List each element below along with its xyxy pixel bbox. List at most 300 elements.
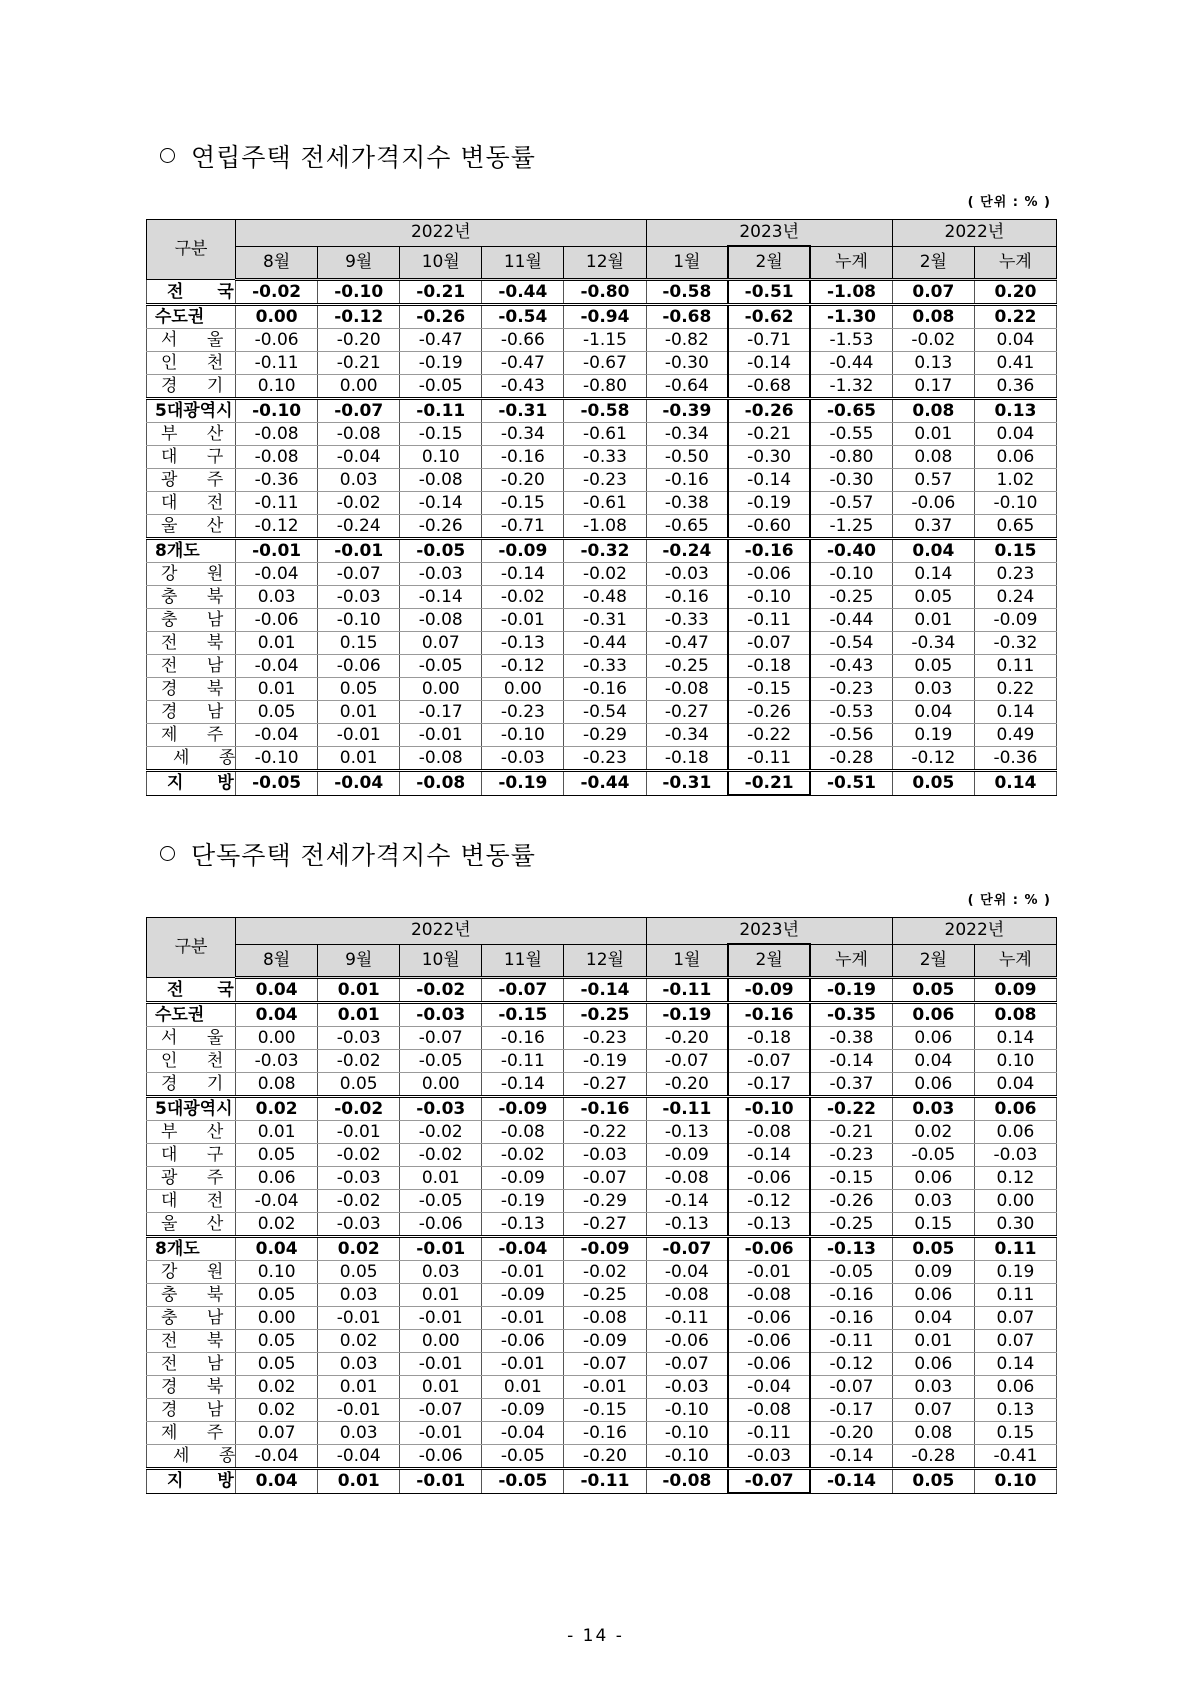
table-cell: -0.05: [400, 655, 482, 678]
table-cell: 0.05: [892, 655, 974, 678]
table-cell: -0.11: [646, 978, 728, 1003]
table-cell: -0.01: [318, 539, 400, 563]
table-cell: 0.65: [974, 515, 1056, 539]
table-cell: -0.34: [646, 423, 728, 446]
row-label: 대 전: [147, 492, 236, 515]
table-cell: -0.14: [728, 1144, 810, 1167]
header-gubun: 구분: [147, 918, 236, 978]
table-cell: -0.01: [318, 724, 400, 747]
table-cell: -0.44: [810, 352, 892, 375]
table-cell: -0.07: [728, 1050, 810, 1073]
table-cell: 0.05: [892, 586, 974, 609]
table-cell: -0.13: [646, 1121, 728, 1144]
table-cell: -0.03: [974, 1144, 1056, 1167]
table-cell: 0.15: [974, 1422, 1056, 1445]
header-month: 누계: [974, 246, 1056, 280]
table-cell: -0.04: [728, 1376, 810, 1399]
table-cell: -0.26: [728, 399, 810, 423]
table-cell: -0.36: [974, 747, 1056, 771]
table-cell: -0.38: [646, 492, 728, 515]
table-row: [147, 1237, 1057, 1261]
table-cell: -0.16: [728, 539, 810, 563]
table-cell: 0.11: [974, 655, 1056, 678]
table-cell: 0.01: [892, 423, 974, 446]
table-cell: 0.04: [236, 978, 318, 1003]
table-cell: -0.31: [564, 609, 646, 632]
table-row: [147, 1190, 1057, 1213]
table-cell: -0.12: [318, 305, 400, 329]
table-cell: -0.07: [482, 978, 564, 1003]
table-cell: -0.01: [236, 539, 318, 563]
table-cell: -0.06: [400, 1445, 482, 1469]
header-month: 10월: [400, 246, 482, 280]
table-cell: -0.24: [646, 539, 728, 563]
table-cell: -0.26: [728, 701, 810, 724]
table-cell: 0.03: [892, 1376, 974, 1399]
table-cell: -0.58: [564, 399, 646, 423]
table-cell: 0.13: [892, 352, 974, 375]
table-cell: 0.06: [892, 1027, 974, 1050]
table-cell: -0.23: [564, 747, 646, 771]
table-row: [147, 1469, 1057, 1494]
table-cell: -0.07: [810, 1376, 892, 1399]
circle-bullet-icon: [160, 148, 175, 163]
table-cell: -0.25: [810, 586, 892, 609]
table-cell: -0.07: [318, 399, 400, 423]
table-cell: -0.09: [482, 539, 564, 563]
table-cell: -0.04: [236, 1445, 318, 1469]
table-cell: 0.10: [236, 1261, 318, 1284]
table-cell: -0.18: [728, 1027, 810, 1050]
table-cell: -0.54: [810, 632, 892, 655]
table-cell: -0.20: [646, 1027, 728, 1050]
row-label: 경 남: [147, 1399, 236, 1422]
table-row: [147, 724, 1057, 747]
table-cell: 0.09: [892, 1261, 974, 1284]
table-cell: -0.03: [646, 1376, 728, 1399]
table-cell: -0.07: [400, 1027, 482, 1050]
table-cell: -0.11: [236, 492, 318, 515]
table-cell: -1.30: [810, 305, 892, 329]
table-cell: -0.39: [646, 399, 728, 423]
table-cell: -0.06: [236, 329, 318, 352]
table-cell: 0.10: [400, 446, 482, 469]
header-year-group: 2022년: [892, 220, 1056, 247]
table-cell: -0.20: [810, 1422, 892, 1445]
table-cell: 0.01: [236, 632, 318, 655]
table-cell: -0.05: [400, 1050, 482, 1073]
table-cell: 0.02: [892, 1121, 974, 1144]
table-row: [147, 1399, 1057, 1422]
table-cell: -0.64: [646, 375, 728, 399]
row-label: 부 산: [147, 1121, 236, 1144]
table-cell: -0.07: [728, 1469, 810, 1494]
header-month: 12월: [564, 944, 646, 978]
table-cell: -0.30: [728, 446, 810, 469]
table-cell: -0.06: [728, 1307, 810, 1330]
table-cell: -0.01: [400, 1353, 482, 1376]
header-month: 10월: [400, 944, 482, 978]
table-cell: 0.01: [318, 1469, 400, 1494]
table-cell: -0.71: [728, 329, 810, 352]
row-label: 전 북: [147, 632, 236, 655]
table-cell: -0.44: [564, 632, 646, 655]
table-cell: 0.05: [318, 1261, 400, 1284]
header-month: 1월: [646, 246, 728, 280]
table-cell: -0.03: [318, 1213, 400, 1237]
table-cell: -0.05: [400, 1190, 482, 1213]
table-cell: -0.01: [400, 1422, 482, 1445]
table-cell: -0.03: [564, 1144, 646, 1167]
table-cell: 0.00: [236, 1027, 318, 1050]
table-cell: 0.06: [892, 1284, 974, 1307]
table-cell: -0.08: [728, 1284, 810, 1307]
table-row: [147, 1330, 1057, 1353]
table-cell: -0.08: [400, 469, 482, 492]
table-cell: -0.23: [482, 701, 564, 724]
table-cell: -0.57: [810, 492, 892, 515]
table-cell: -0.56: [810, 724, 892, 747]
header-month: 누계: [974, 944, 1056, 978]
table-cell: -1.53: [810, 329, 892, 352]
table-cell: -0.20: [564, 1445, 646, 1469]
table-cell: 0.02: [236, 1399, 318, 1422]
table-row: [147, 632, 1057, 655]
table-cell: -0.10: [318, 609, 400, 632]
table-cell: -0.29: [564, 1190, 646, 1213]
table-cell: -0.04: [236, 724, 318, 747]
table-cell: -0.16: [810, 1307, 892, 1330]
table-cell: -0.80: [564, 375, 646, 399]
table-cell: -0.15: [810, 1167, 892, 1190]
table-cell: -0.08: [728, 1399, 810, 1422]
table-row: [147, 1121, 1057, 1144]
table-cell: -0.09: [728, 978, 810, 1003]
table-cell: -0.01: [400, 1237, 482, 1261]
row-label: 전 남: [147, 1353, 236, 1376]
table-cell: 0.11: [974, 1284, 1056, 1307]
table-cell: -0.02: [564, 1261, 646, 1284]
table-cell: -0.65: [646, 515, 728, 539]
table-cell: -0.31: [482, 399, 564, 423]
table-cell: -0.09: [482, 1097, 564, 1121]
detached-jeonse-table: [146, 917, 1057, 1494]
table-cell: 0.08: [892, 399, 974, 423]
table-cell: 0.08: [892, 1422, 974, 1445]
table-cell: 0.01: [892, 1330, 974, 1353]
table-cell: -0.10: [482, 724, 564, 747]
table-cell: -0.21: [400, 280, 482, 305]
table-cell: -0.18: [646, 747, 728, 771]
table-cell: -1.08: [564, 515, 646, 539]
table-row: [147, 1213, 1057, 1237]
header-month: 8월: [236, 246, 318, 280]
table-cell: 0.06: [892, 1167, 974, 1190]
header-month: 12월: [564, 246, 646, 280]
table-cell: -0.09: [564, 1237, 646, 1261]
table-cell: -0.08: [646, 1167, 728, 1190]
table-cell: -0.12: [892, 747, 974, 771]
table-cell: 0.17: [892, 375, 974, 399]
table-cell: -0.10: [646, 1422, 728, 1445]
table-cell: -0.32: [974, 632, 1056, 655]
table-cell: -0.55: [810, 423, 892, 446]
table-cell: -0.40: [810, 539, 892, 563]
table-cell: -0.07: [400, 1399, 482, 1422]
table-row: [147, 1353, 1057, 1376]
table-cell: 0.10: [974, 1050, 1056, 1073]
table-cell: -0.02: [400, 978, 482, 1003]
table-cell: -0.16: [564, 678, 646, 701]
table-row: [147, 469, 1057, 492]
row-label: 전 국: [147, 280, 236, 305]
table-cell: -0.02: [318, 1190, 400, 1213]
table-row: [147, 747, 1057, 771]
table-cell: 0.04: [974, 423, 1056, 446]
table-cell: -0.08: [564, 1307, 646, 1330]
table-cell: -0.06: [728, 1330, 810, 1353]
table-cell: -0.33: [564, 446, 646, 469]
rowhouse-jeonse-table: [146, 219, 1057, 796]
table-row: [147, 1445, 1057, 1469]
table-cell: -0.20: [318, 329, 400, 352]
table-cell: -0.21: [810, 1121, 892, 1144]
table-cell: -0.20: [482, 469, 564, 492]
header-month: 2월: [892, 944, 974, 978]
table-cell: -0.34: [892, 632, 974, 655]
table-cell: -0.24: [318, 515, 400, 539]
table-cell: 0.06: [974, 1121, 1056, 1144]
table-cell: -0.07: [564, 1353, 646, 1376]
table-cell: -0.05: [400, 539, 482, 563]
table-cell: 0.03: [236, 586, 318, 609]
table-cell: 0.02: [236, 1213, 318, 1237]
table-cell: -0.44: [482, 280, 564, 305]
row-label: 지 방: [147, 771, 236, 796]
table-row: [147, 1307, 1057, 1330]
table-cell: -0.08: [400, 747, 482, 771]
table-cell: 0.05: [318, 1073, 400, 1097]
table-cell: -0.16: [646, 586, 728, 609]
row-label: 충 남: [147, 1307, 236, 1330]
table-cell: -0.58: [646, 280, 728, 305]
table-cell: -0.10: [236, 747, 318, 771]
table-cell: 0.15: [974, 539, 1056, 563]
row-label: 전 국: [147, 978, 236, 1003]
row-label: 8개도: [147, 1237, 236, 1261]
table-row: [147, 655, 1057, 678]
table-cell: -0.26: [400, 305, 482, 329]
table-cell: -0.22: [564, 1121, 646, 1144]
table-row: [147, 515, 1057, 539]
table-cell: -0.36: [236, 469, 318, 492]
table-cell: -0.19: [646, 1003, 728, 1027]
table-cell: 0.14: [974, 1353, 1056, 1376]
table-row: [147, 1422, 1057, 1445]
row-label: 경 북: [147, 1376, 236, 1399]
table-cell: 0.03: [892, 1097, 974, 1121]
table-cell: -0.30: [810, 469, 892, 492]
table-cell: -0.12: [810, 1353, 892, 1376]
table-cell: 0.04: [892, 539, 974, 563]
table-cell: 0.13: [974, 399, 1056, 423]
table-cell: -0.09: [482, 1167, 564, 1190]
table-cell: -0.14: [400, 492, 482, 515]
table-cell: -0.22: [728, 724, 810, 747]
table-cell: -0.01: [318, 1399, 400, 1422]
table-cell: -1.08: [810, 280, 892, 305]
table-row: [147, 1003, 1057, 1027]
table-cell: -0.66: [482, 329, 564, 352]
table-cell: 0.41: [974, 352, 1056, 375]
table-cell: -0.68: [646, 305, 728, 329]
table-cell: 0.05: [236, 1144, 318, 1167]
table-row: [147, 492, 1057, 515]
table-cell: -0.08: [400, 771, 482, 796]
table-cell: -0.19: [400, 352, 482, 375]
table-cell: -0.06: [728, 1353, 810, 1376]
table-cell: -0.09: [482, 1399, 564, 1422]
table-cell: -1.15: [564, 329, 646, 352]
table-cell: -0.02: [482, 586, 564, 609]
table-cell: -0.32: [564, 539, 646, 563]
table-cell: 0.05: [892, 1469, 974, 1494]
table-cell: 0.14: [892, 563, 974, 586]
table-cell: -0.31: [646, 771, 728, 796]
header-month: 2월: [728, 944, 810, 978]
table-cell: -0.04: [318, 771, 400, 796]
table-cell: 0.05: [318, 678, 400, 701]
row-label: 충 남: [147, 609, 236, 632]
row-label: 광 주: [147, 469, 236, 492]
table-cell: -0.03: [400, 563, 482, 586]
table-cell: -0.16: [564, 1097, 646, 1121]
table-cell: -0.09: [646, 1144, 728, 1167]
table-cell: -0.17: [728, 1073, 810, 1097]
table-cell: -0.27: [564, 1073, 646, 1097]
table-row: [147, 446, 1057, 469]
table-cell: -0.38: [810, 1027, 892, 1050]
header-year-group: 2023년: [646, 918, 892, 945]
table-cell: 0.30: [974, 1213, 1056, 1237]
table-cell: -0.14: [646, 1190, 728, 1213]
table-cell: -0.13: [728, 1213, 810, 1237]
table-cell: 0.05: [236, 1330, 318, 1353]
table-cell: -0.02: [318, 1097, 400, 1121]
table-row: [147, 563, 1057, 586]
row-label: 제 주: [147, 724, 236, 747]
table-cell: 0.00: [236, 1307, 318, 1330]
row-label: 강 원: [147, 563, 236, 586]
table-cell: -0.23: [564, 1027, 646, 1050]
table-cell: 0.00: [400, 1073, 482, 1097]
table-cell: -0.80: [810, 446, 892, 469]
unit-note: ( 단위 : % ): [967, 195, 1051, 210]
table-cell: -0.06: [728, 1237, 810, 1261]
table-cell: -0.01: [400, 1307, 482, 1330]
table-cell: -0.11: [728, 1422, 810, 1445]
table-cell: 0.06: [974, 1097, 1056, 1121]
table-cell: -0.08: [646, 678, 728, 701]
header-month: 8월: [236, 944, 318, 978]
table-cell: -0.03: [482, 747, 564, 771]
table-cell: -0.16: [482, 446, 564, 469]
table-cell: 0.01: [236, 678, 318, 701]
table-cell: -0.04: [236, 563, 318, 586]
table-cell: -0.10: [974, 492, 1056, 515]
table-cell: -1.32: [810, 375, 892, 399]
table-cell: 0.19: [892, 724, 974, 747]
table-cell: -0.11: [482, 1050, 564, 1073]
table-cell: 0.10: [974, 1469, 1056, 1494]
table-row: [147, 1027, 1057, 1050]
row-label: 울 산: [147, 515, 236, 539]
table-cell: -0.01: [564, 1376, 646, 1399]
table-cell: 0.04: [892, 1050, 974, 1073]
table-row: [147, 1261, 1057, 1284]
table-cell: 0.22: [974, 678, 1056, 701]
table-cell: -0.07: [646, 1050, 728, 1073]
table-cell: -0.51: [728, 280, 810, 305]
table-cell: 0.14: [974, 1027, 1056, 1050]
table-cell: 0.07: [400, 632, 482, 655]
table-cell: -0.10: [728, 586, 810, 609]
table-cell: -0.14: [728, 352, 810, 375]
table-cell: 0.07: [892, 1399, 974, 1422]
table-cell: 0.04: [236, 1237, 318, 1261]
table-cell: 0.04: [974, 329, 1056, 352]
table-cell: -0.03: [318, 586, 400, 609]
table-cell: -0.07: [728, 632, 810, 655]
table-cell: -0.14: [810, 1050, 892, 1073]
row-label: 대 구: [147, 446, 236, 469]
header-month: 11월: [482, 246, 564, 280]
table-cell: 0.04: [892, 1307, 974, 1330]
table-cell: -0.14: [810, 1445, 892, 1469]
table-cell: -0.02: [892, 329, 974, 352]
table-cell: 0.07: [892, 280, 974, 305]
table-row: [147, 586, 1057, 609]
table-cell: 0.06: [892, 1353, 974, 1376]
table-cell: -0.01: [400, 1469, 482, 1494]
table-cell: -0.10: [236, 399, 318, 423]
table-cell: -0.15: [728, 678, 810, 701]
table-cell: 0.00: [482, 678, 564, 701]
table-cell: -0.03: [318, 1167, 400, 1190]
table-cell: -0.02: [400, 1144, 482, 1167]
table-row: [147, 771, 1057, 796]
table-cell: -0.04: [482, 1237, 564, 1261]
row-label: 전 남: [147, 655, 236, 678]
row-label: 경 남: [147, 701, 236, 724]
table-cell: 0.07: [974, 1307, 1056, 1330]
row-label: 수도권: [147, 1003, 236, 1027]
table-cell: 0.24: [974, 586, 1056, 609]
table-cell: 0.06: [974, 1376, 1056, 1399]
table-cell: -0.17: [400, 701, 482, 724]
table-cell: -0.82: [646, 329, 728, 352]
table-cell: -0.10: [318, 280, 400, 305]
row-label: 지 방: [147, 1469, 236, 1494]
table-cell: -0.02: [236, 280, 318, 305]
row-label: 세 종: [147, 747, 236, 771]
row-label: 경 기: [147, 375, 236, 399]
table-cell: -0.11: [646, 1307, 728, 1330]
row-label: 충 북: [147, 586, 236, 609]
table-cell: -0.05: [892, 1144, 974, 1167]
table-cell: 0.15: [318, 632, 400, 655]
table-cell: -0.06: [728, 1167, 810, 1190]
